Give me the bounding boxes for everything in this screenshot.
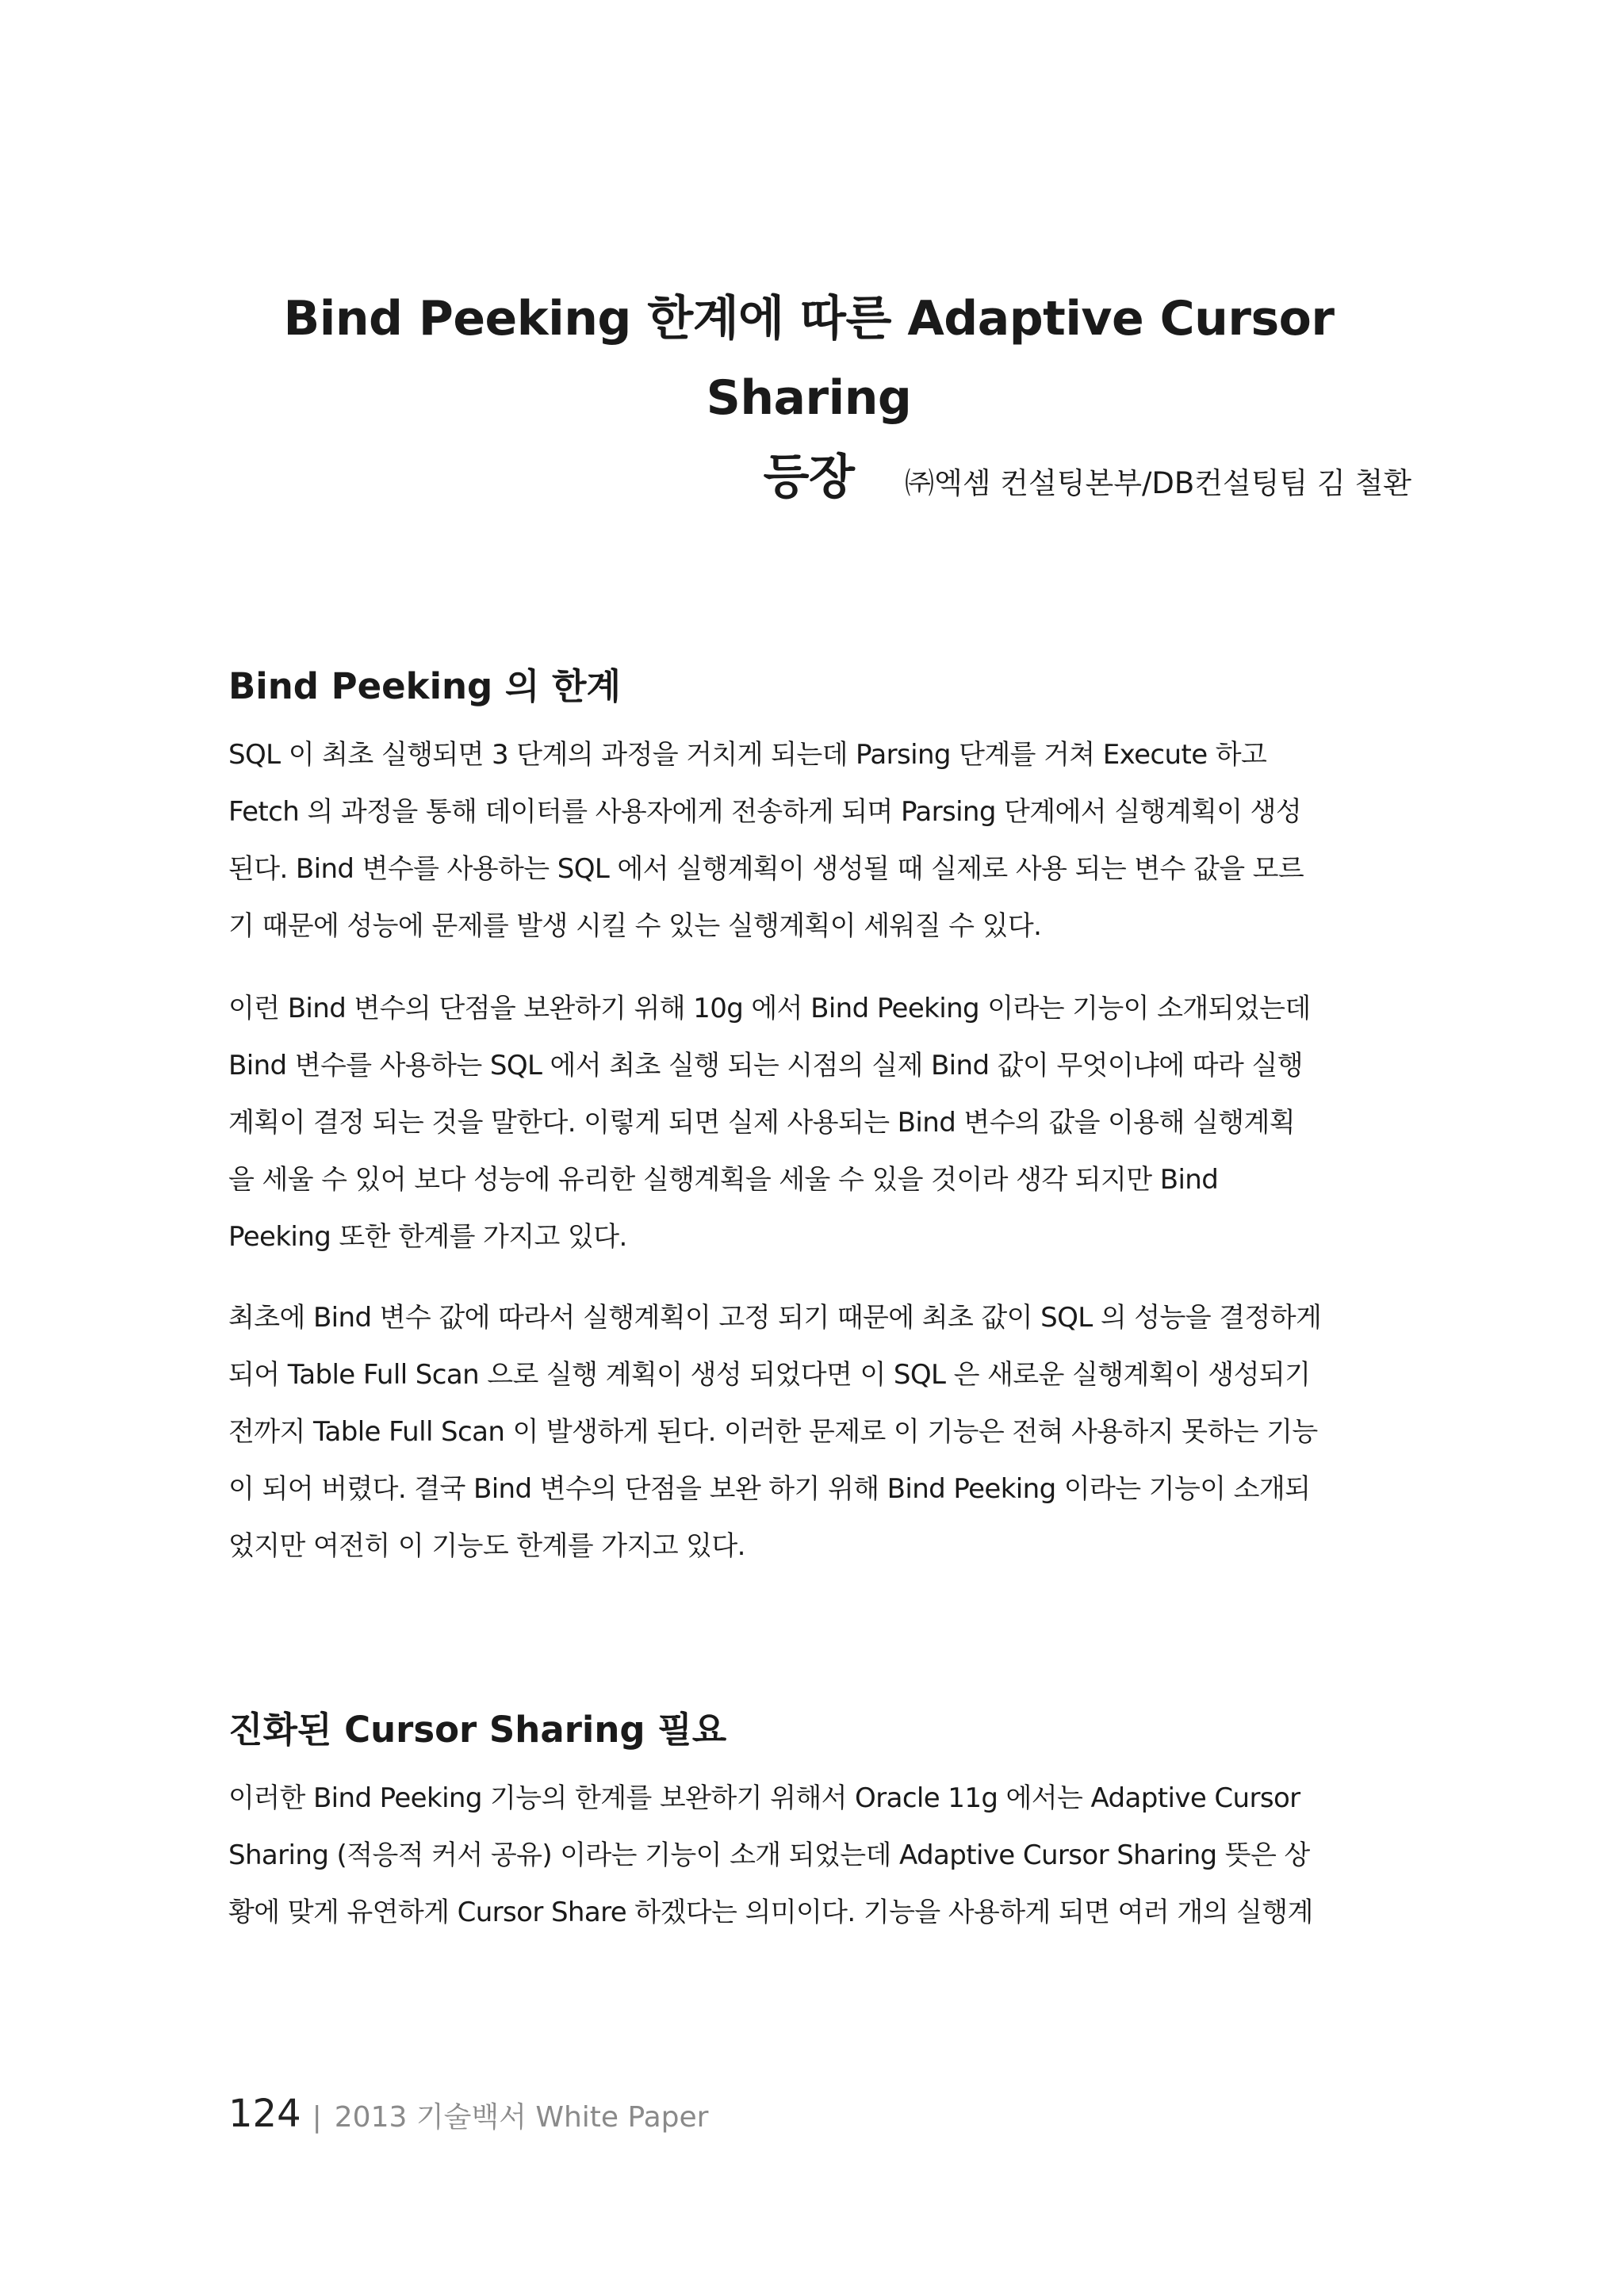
text-line: Sharing (적응적 커서 공유) 이라는 기능이 소개 되었는데 Adaptive Cursor Sharing 뜻은 상 bbox=[228, 1839, 1310, 1871]
author-byline: ㈜엑셈 컨설팅본부/DB컨설팅팀 김 철환 bbox=[904, 466, 1411, 500]
section-1-paragraph-1 bbox=[228, 726, 1418, 955]
text-line: 기 때문에 성능에 문제를 발생 시킬 수 있는 실행계획이 세워질 수 있다. bbox=[228, 910, 1042, 942]
text-line: 이런 Bind 변수의 단점을 보완하기 위해 10g 에서 Bind Peeking 이라는 기능이 소개되었는데 bbox=[228, 993, 1311, 1024]
text-line: 전까지 Table Full Scan 이 발생하게 된다. 이러한 문제로 이 기능은 전혀 사용하지 못하는 기능 bbox=[228, 1416, 1318, 1448]
section-heading-evolved-cursor-sharing: 진화된 Cursor Sharing 필요 bbox=[228, 1709, 727, 1751]
text-line: Peeking 또한 한계를 가지고 있다. bbox=[228, 1221, 627, 1253]
text-line: 최초에 Bind 변수 값에 따라서 실행계획이 고정 되기 때문에 최초 값이 SQL 의 성능을 결정하게 bbox=[228, 1302, 1322, 1334]
text-line: SQL 이 최초 실행되면 3 단계의 과정을 거치게 되는데 Parsing 단계를 거쳐 Execute 하고 bbox=[228, 739, 1267, 771]
text-line: 이러한 Bind Peeking 기능의 한계를 보완하기 위해서 Oracle 11g 에서는 Adaptive Cursor bbox=[228, 1782, 1300, 1814]
section-heading-bind-peeking-limits: Bind Peeking 의 한계 bbox=[228, 665, 622, 707]
running-title: 2013 기술백서 White Paper bbox=[334, 2101, 709, 2134]
text-line: 되어 Table Full Scan 으로 실행 계획이 생성 되었다면 이 SQL 은 새로운 실행계획이 생성되기 bbox=[228, 1359, 1311, 1391]
text-line: 이 되어 버렸다. 결국 Bind 변수의 단점을 보완 하기 위해 Bind Peeking 이라는 기능이 소개되 bbox=[228, 1473, 1311, 1505]
page-footer bbox=[228, 2092, 708, 2147]
section-2-paragraph-1 bbox=[228, 1770, 1418, 1941]
text-line: 었지만 여전히 이 기능도 한계를 가지고 있다. bbox=[228, 1530, 745, 1562]
text-line: Bind 변수를 사용하는 SQL 에서 최초 실행 되는 시점의 실제 Bind 값이 무엇이냐에 따라 실행 bbox=[228, 1050, 1303, 1081]
text-line: 계획이 결정 되는 것을 말한다. 이렇게 되면 실제 사용되는 Bind 변수의 값을 이용해 실행계획 bbox=[228, 1107, 1295, 1139]
text-line: 황에 맞게 유연하게 Cursor Share 하겠다는 의미이다. 기능을 사용하게 되면 여러 개의 실행계 bbox=[228, 1897, 1313, 1928]
page-title-line-2: 등장 bbox=[763, 450, 855, 505]
section-1-paragraph-3 bbox=[228, 1289, 1418, 1575]
section-1-paragraph-2 bbox=[228, 980, 1418, 1265]
page-number: 124 bbox=[228, 2092, 301, 2136]
page-title-line-1: Bind Peeking 한계에 따른 Adaptive Cursor Sharing bbox=[283, 291, 1335, 426]
text-line: 된다. Bind 변수를 사용하는 SQL 에서 실행계획이 생성될 때 실제로 사용 되는 변수 값을 모르 bbox=[228, 853, 1304, 885]
footer-separator: | bbox=[312, 2101, 322, 2134]
text-line: 을 세울 수 있어 보다 성능에 유리한 실행계획을 세울 수 있을 것이라 생각 되지만 Bind bbox=[228, 1164, 1219, 1196]
text-line: Fetch 의 과정을 통해 데이터를 사용자에게 전송하게 되며 Parsing 단계에서 실행계획이 생성 bbox=[228, 796, 1302, 828]
